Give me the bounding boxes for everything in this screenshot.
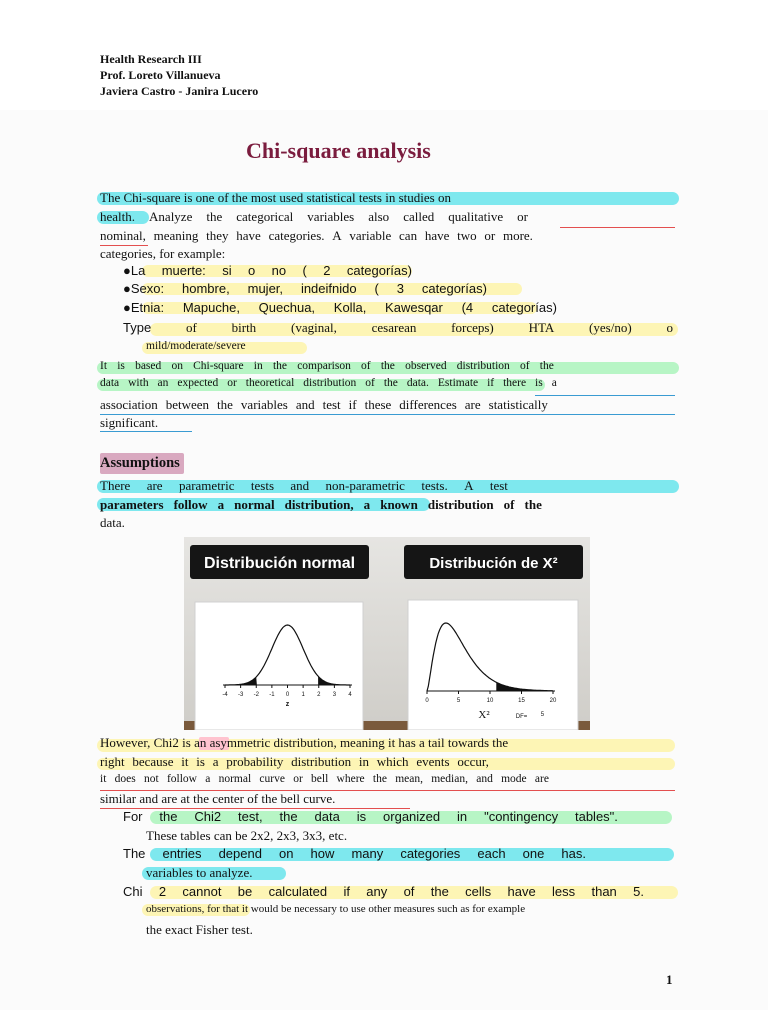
underline-mark [100, 431, 192, 432]
chi-label: Distribución de X² [429, 555, 558, 572]
normal-axis-label: z [285, 701, 290, 708]
df-value: 5 [540, 712, 545, 718]
list-item: ●Etnia: Mapuche, Quechua, Kolla, Kawesqar (4 categorías) [123, 300, 557, 315]
chi-tick-label: 20 [549, 698, 557, 704]
paragraph-line: it does not follow a normal curve or bell where the mean, median, and mode are [100, 773, 549, 785]
intro-line: The Chi-square is one of the most used statistical tests in studies on [100, 190, 451, 205]
professor-name: Prof. Loreto Villanueva [100, 68, 221, 82]
list-item-continuation: These tables can be 2x2, 2x3, 3x3, etc. [146, 828, 348, 843]
normal-tick-label: -4 [222, 692, 228, 698]
distribution-illustration [184, 537, 590, 730]
paragraph-line: significant. [100, 415, 159, 430]
normal-label: Distribución normal [203, 555, 356, 572]
intro-line: health. Analyze the categorical variables also called qualitative or [100, 209, 528, 224]
list-item-continuation: the exact Fisher test. [146, 922, 253, 937]
paragraph-line: right because it is a probability distribution in which events occur, [100, 754, 489, 769]
normal-tick-label: -1 [269, 692, 275, 698]
normal-tick-label: -2 [253, 692, 259, 698]
list-item: ●Sexo: hombre, mujer, indeifnido ( 3 categorías) [123, 281, 487, 296]
paragraph-line: However, Chi2 is an asymmetric distribution, meaning it has a tail towards the [100, 735, 509, 750]
section-heading: Assumptions [100, 455, 180, 471]
authors: Javiera Castro - Janira Lucero [100, 84, 259, 98]
chi-tick-label: 10 [486, 698, 494, 704]
document-title: Chi-square analysis [246, 138, 431, 163]
distribution-figure [184, 537, 590, 730]
intro-line: nominal, meaning they have categories. A variable can have two or more. [100, 228, 533, 243]
chi-tick-label: 15 [518, 698, 525, 704]
chi-tick-label: 0 [425, 698, 429, 704]
normal-card [195, 602, 363, 730]
course-name: Health Research III [100, 52, 202, 66]
paragraph-line: data. [100, 515, 125, 530]
chi-axis-label: X² [478, 709, 490, 721]
normal-tick-label: 0 [285, 692, 290, 698]
underline-mark [535, 395, 675, 396]
list-item: The entries depend on how many categories each one has. [123, 846, 586, 861]
page-number: 1 [666, 972, 673, 987]
normal-tick-label: 2 [317, 692, 321, 698]
normal-tick-label: 1 [301, 692, 305, 698]
normal-tick-label: -3 [237, 692, 244, 698]
chi-tick-label: 5 [456, 698, 461, 704]
list-item: ●La muerte: si o no ( 2 categorías) [123, 263, 412, 278]
normal-tick-label: 3 [332, 692, 337, 698]
paragraph-line: association between the variables and test if these differences are statistically [100, 397, 548, 412]
list-item: Type of birth (vaginal, cesarean forceps) HTA (yes/no) o [123, 320, 673, 335]
list-item-continuation: observations, for that it would be necessary to use other measures such as for example [146, 903, 526, 915]
paragraph-line: parameters follow a normal distribution, a known distribution of the [100, 497, 542, 512]
df-label: DF= [515, 714, 528, 720]
chi-card [408, 600, 578, 730]
underline-mark [560, 227, 675, 228]
paragraph-line: similar and are at the center of the bell curve. [100, 791, 336, 806]
underline-mark [100, 414, 675, 415]
paragraph-line: It is based on Chi-square in the comparison of the observed distribution of the [100, 360, 554, 372]
list-item-continuation: mild/moderate/severe [146, 340, 246, 352]
list-item-continuation: variables to analyze. [146, 865, 253, 880]
list-item: Chi 2 cannot be calculated if any of the cells have less than 5. [123, 884, 644, 899]
paragraph-line: data with an expected or theoretical distribution of the data. Estimate if there is a [100, 377, 557, 389]
normal-tick-label: 4 [348, 692, 352, 698]
list-item: For the Chi2 test, the data is organized in "contingency tables". [123, 809, 618, 824]
intro-line: categories, for example: [100, 246, 226, 261]
paragraph-line: There are parametric tests and non-parametric tests. A test [100, 478, 508, 493]
